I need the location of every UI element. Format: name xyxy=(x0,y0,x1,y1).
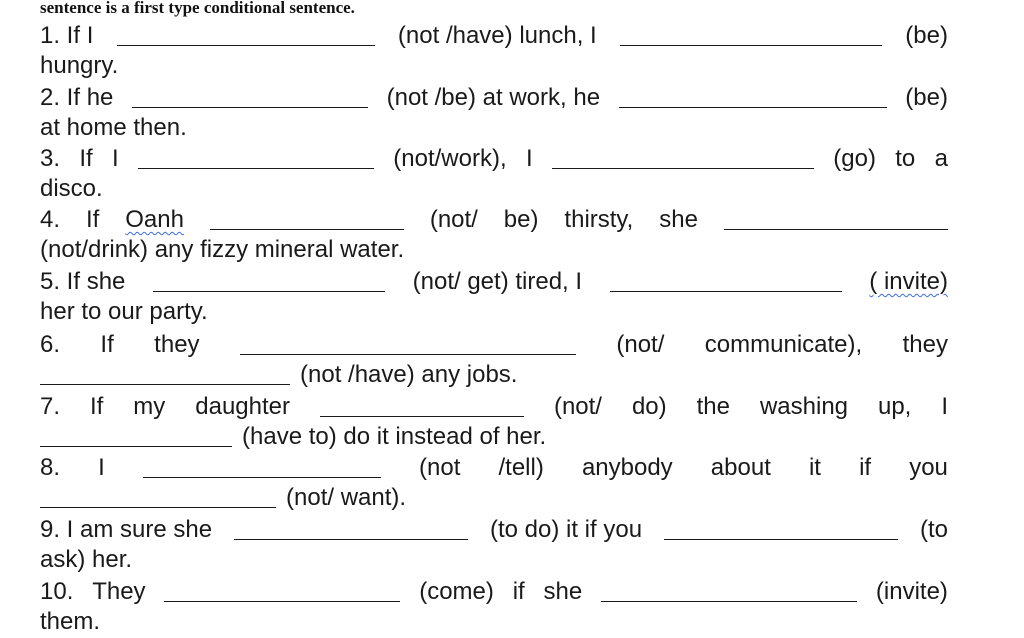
answer-blank[interactable] xyxy=(210,207,404,230)
item-text: 2. If he xyxy=(40,84,114,111)
item-text: a xyxy=(934,145,948,172)
answer-blank[interactable] xyxy=(164,579,400,602)
item-text: They xyxy=(92,578,146,605)
item-text: /tell) xyxy=(498,454,544,481)
exercise-item-7 xyxy=(40,392,948,452)
item-text: hungry. xyxy=(40,52,119,79)
item-text: (not/ want). xyxy=(286,484,407,511)
item-text: (not/ xyxy=(429,206,478,233)
item-text: be) xyxy=(503,206,539,233)
answer-blank[interactable] xyxy=(117,23,375,46)
item-text: you xyxy=(909,454,948,481)
item-text: I xyxy=(525,145,533,172)
item-text: her to our party. xyxy=(40,298,208,325)
item-text: it xyxy=(808,454,821,481)
item-text: If xyxy=(79,145,93,172)
item-text: 1. If I xyxy=(40,22,94,49)
answer-blank[interactable] xyxy=(320,394,524,417)
item-text: (not /have) lunch, I xyxy=(397,22,597,49)
item-text: do) xyxy=(631,393,667,420)
item-text: 10. xyxy=(40,578,74,605)
item-text: communicate), xyxy=(704,331,863,358)
item-text: 9. I am sure she xyxy=(40,516,213,543)
item-text: (be) xyxy=(905,84,948,111)
exercise-item-4 xyxy=(40,205,948,265)
item-text: (not /be) at work, he xyxy=(386,84,601,111)
exercise-item-10 xyxy=(40,577,948,637)
item-text: about xyxy=(710,454,771,481)
answer-blank[interactable] xyxy=(610,269,842,292)
answer-blank[interactable] xyxy=(240,332,576,355)
item-text: 7. xyxy=(40,393,61,420)
answer-blank[interactable] xyxy=(40,485,276,508)
item-text: anybody xyxy=(581,454,673,481)
exercise-item-5 xyxy=(40,267,948,327)
item-text: I xyxy=(98,454,105,481)
item-text: daughter xyxy=(195,393,291,420)
item-text: (not/work), xyxy=(393,145,507,172)
item-text: (be) xyxy=(905,22,948,49)
item-text: (invite) xyxy=(875,578,948,605)
item-text: thirsty, xyxy=(564,206,634,233)
item-text: if xyxy=(859,454,872,481)
instruction-header: sentence is a first type conditional sentence. xyxy=(40,0,355,17)
answer-blank[interactable] xyxy=(234,517,468,540)
answer-blank[interactable] xyxy=(132,85,368,108)
answer-blank[interactable] xyxy=(724,207,948,230)
item-text: (go) xyxy=(833,145,876,172)
item-text: If xyxy=(89,393,104,420)
answer-blank[interactable] xyxy=(40,424,232,447)
item-text: washing xyxy=(759,393,849,420)
exercise-item-8 xyxy=(40,453,948,513)
answer-blank[interactable] xyxy=(552,146,814,169)
answer-blank[interactable] xyxy=(138,146,374,169)
item-text: (not/ xyxy=(616,331,665,358)
item-text: (not/drink) any fizzy mineral water. xyxy=(40,236,405,263)
item-text: ( invite) xyxy=(869,268,948,295)
item-text: (to xyxy=(919,516,948,543)
item-text: disco. xyxy=(40,175,103,202)
item-text: I xyxy=(941,393,948,420)
item-text: (not xyxy=(419,454,461,481)
item-text: 4. xyxy=(40,206,61,233)
exercise-item-1 xyxy=(40,21,948,81)
item-text: (not/ xyxy=(553,393,602,420)
item-text: to xyxy=(895,145,916,172)
item-text: the xyxy=(696,393,730,420)
item-text: them. xyxy=(40,608,101,635)
answer-blank[interactable] xyxy=(143,455,381,478)
item-text: Oanh xyxy=(125,206,184,233)
item-text: my xyxy=(133,393,166,420)
exercise-item-3 xyxy=(40,144,948,204)
answer-blank[interactable] xyxy=(664,517,898,540)
exercise-item-9 xyxy=(40,515,948,575)
answer-blank[interactable] xyxy=(619,85,887,108)
item-text: they xyxy=(154,331,200,358)
item-text: she xyxy=(659,206,698,233)
item-text: 5. If she xyxy=(40,268,126,295)
item-text: ask) her. xyxy=(40,546,133,573)
answer-blank[interactable] xyxy=(40,362,290,385)
item-text: If xyxy=(100,331,114,358)
item-text: up, xyxy=(877,393,912,420)
item-text: I xyxy=(111,145,119,172)
item-text: at home then. xyxy=(40,114,187,141)
item-text: 8. xyxy=(40,454,61,481)
exercise-item-2 xyxy=(40,83,948,143)
item-text: If xyxy=(85,206,100,233)
item-text: (not/ get) tired, I xyxy=(412,268,583,295)
item-text: (not /have) any jobs. xyxy=(300,361,518,388)
item-text: (come) xyxy=(419,578,494,605)
answer-blank[interactable] xyxy=(153,269,385,292)
answer-blank[interactable] xyxy=(620,23,882,46)
item-text: 6. xyxy=(40,331,61,358)
item-text: she xyxy=(543,578,583,605)
item-text: (to do) it if you xyxy=(489,516,643,543)
item-text: (have to) do it instead of her. xyxy=(242,423,547,450)
item-text: 3. xyxy=(40,145,61,172)
item-text: if xyxy=(512,578,525,605)
item-text: they xyxy=(902,331,948,358)
exercise-item-6 xyxy=(40,330,948,390)
answer-blank[interactable] xyxy=(601,579,857,602)
